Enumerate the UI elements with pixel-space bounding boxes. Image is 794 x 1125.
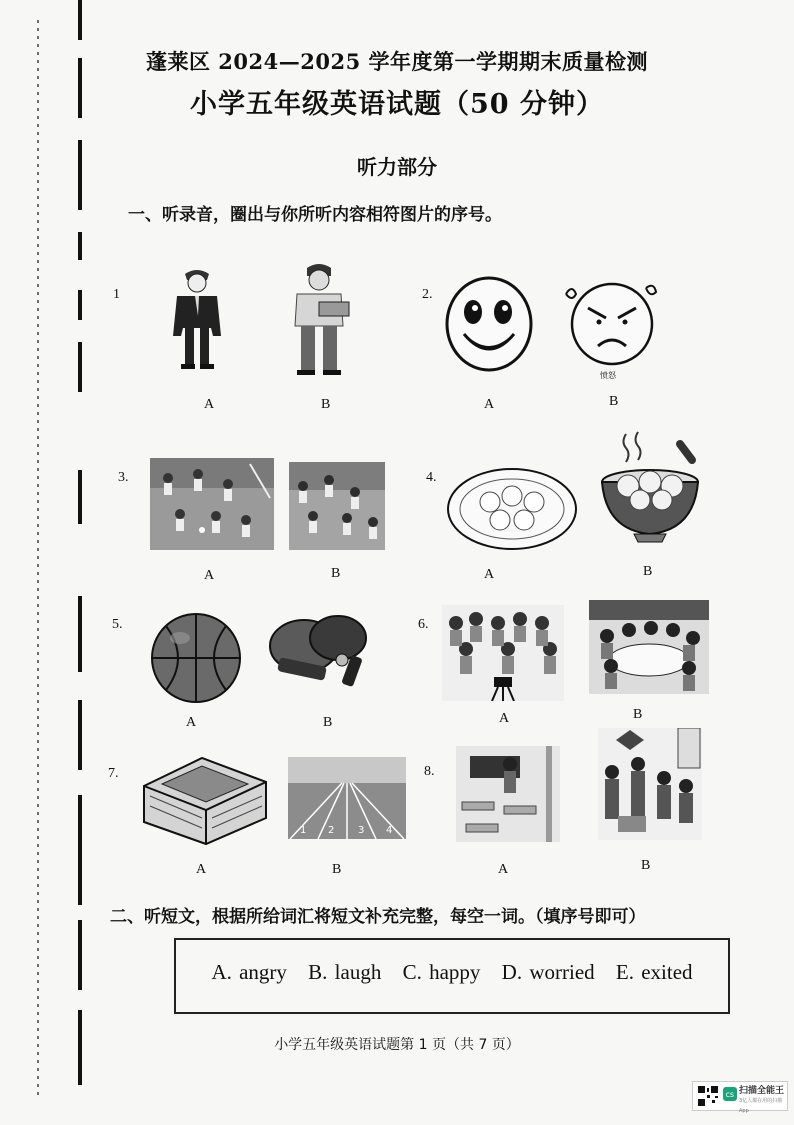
word-option-d: D. worried	[501, 960, 595, 984]
q5-label-a: A	[186, 715, 197, 730]
svg-text:cs: cs	[725, 1090, 735, 1099]
q2-number: 2.	[422, 287, 433, 302]
q7-track-lane-3: 3	[358, 825, 365, 836]
q1-number: 1	[113, 287, 120, 302]
q2-picture-b-angry-face[interactable]	[562, 276, 662, 384]
word-option-c: C. happy	[402, 960, 481, 984]
part2-instruction: 二、听短文，根据所给词汇将短文补充完整，每空一词。（填序号即可）	[110, 907, 646, 927]
paper-title: 小学五年级英语试题（50 分钟）	[190, 89, 604, 120]
q4-picture-a-plate-of-dumplings[interactable]	[446, 466, 578, 552]
section-title: 听力部分	[357, 155, 437, 179]
q7-track-lane-2: 2	[328, 825, 335, 836]
q4-picture-b-bowl-of-tangyuan[interactable]	[598, 430, 706, 548]
q6-picture-b-family-dinner[interactable]	[589, 600, 709, 694]
part1-instruction: 一、听录音，圈出与你所听内容相符图片的序号。	[128, 205, 502, 225]
word-option-a: A. angry	[211, 960, 287, 984]
q2-angry-caption: 愤怒	[600, 371, 616, 380]
word-option-b: B. laugh	[308, 960, 382, 984]
q7-picture-b-running-track[interactable]	[288, 757, 406, 839]
q3-picture-b-kids-playing[interactable]	[289, 462, 385, 550]
qr-code-icon	[697, 1085, 719, 1107]
q6-label-a: A	[499, 711, 510, 726]
word-bank-list	[176, 960, 728, 985]
q5-label-b: B	[323, 715, 333, 730]
q1-picture-b-man-with-tablet[interactable]	[285, 262, 355, 378]
q7-number: 7.	[108, 766, 119, 781]
word-option-e: E. exited	[615, 960, 693, 984]
scanner-watermark-badge	[692, 1081, 788, 1114]
q1-label-a: A	[204, 397, 215, 412]
q5-number: 5.	[112, 617, 123, 632]
q1-picture-a-man-suit[interactable]	[165, 266, 230, 374]
q8-picture-b-spring-festival-visit[interactable]	[598, 728, 702, 840]
q2-label-b: B	[609, 394, 619, 409]
q3-label-a: A	[204, 568, 215, 583]
q3-number: 3.	[118, 470, 129, 485]
q3-label-b: B	[331, 566, 341, 581]
q4-label-b: B	[643, 564, 653, 579]
exam-title: 蓬莱区 2024—2025 学年度第一学期期末质量检测	[145, 49, 648, 74]
page-footer: 小学五年级英语试题第 1 页（共 7 页）	[274, 1037, 520, 1053]
q8-number: 8.	[424, 764, 435, 779]
q2-label-a: A	[484, 397, 495, 412]
scanner-tagline: 3亿人都在用的扫描App	[739, 1098, 783, 1114]
q6-number: 6.	[418, 617, 429, 632]
q5-picture-a-basketball[interactable]	[150, 612, 242, 704]
q1-label-b: B	[321, 397, 331, 412]
word-bank-box	[174, 938, 730, 1014]
scanner-app-name: 扫描全能王	[739, 1086, 785, 1096]
q7-label-a: A	[196, 862, 207, 877]
q6-picture-a-family-photo[interactable]	[442, 605, 564, 701]
q8-label-a: A	[498, 862, 509, 877]
q2-picture-a-happy-face[interactable]	[444, 276, 534, 372]
q4-number: 4.	[426, 470, 437, 485]
q7-track-lane-4: 4	[386, 825, 393, 836]
q8-picture-a-classroom[interactable]	[456, 746, 560, 842]
q7-label-b: B	[332, 862, 342, 877]
scanner-badge-text	[739, 1086, 787, 1116]
q3-picture-a-kids-playing-football[interactable]	[150, 458, 274, 550]
q6-label-b: B	[633, 707, 643, 722]
q5-picture-b-ping-pong-paddles[interactable]	[266, 612, 370, 690]
q8-label-b: B	[641, 858, 651, 873]
q4-label-a: A	[484, 567, 495, 582]
q7-picture-a-stadium[interactable]	[140, 752, 270, 846]
q7-track-lane-1: 1	[300, 825, 307, 836]
camscanner-logo-icon	[723, 1087, 737, 1101]
